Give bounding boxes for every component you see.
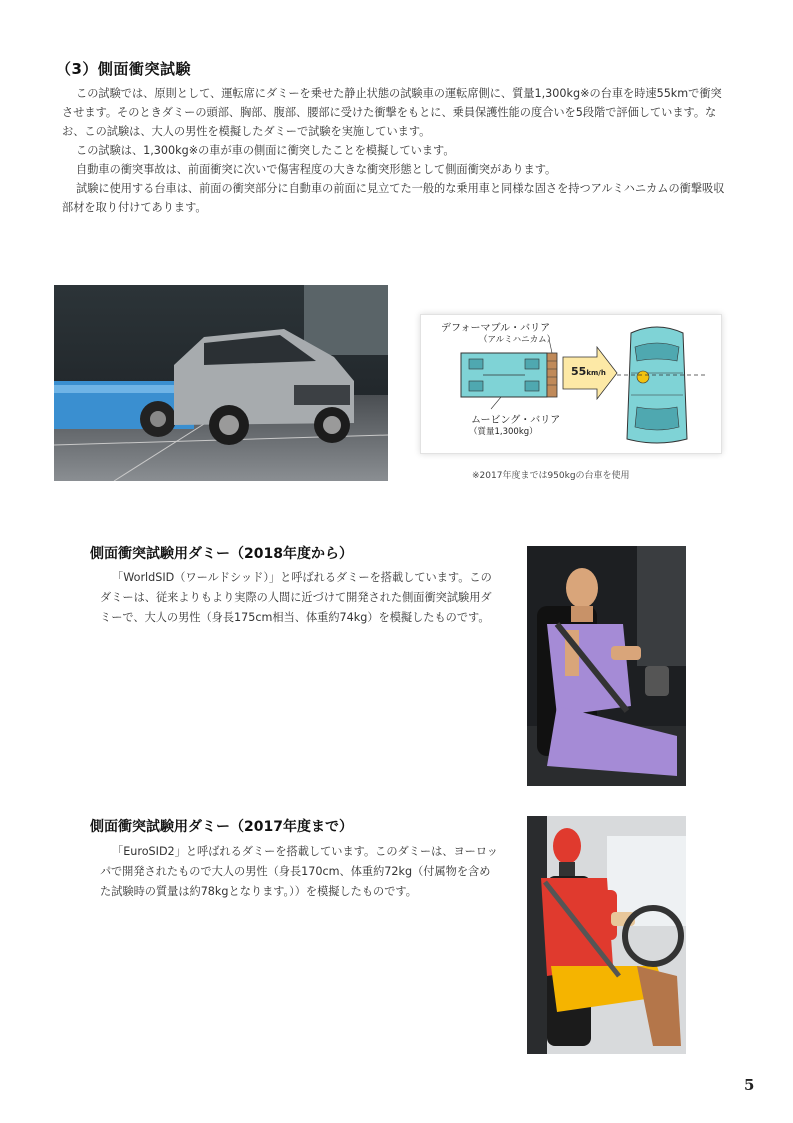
- paragraph: 自動車の衝突事故は、前面衝突に次いで傷害程度の大きな衝突形態として側面衝突があります。: [76, 163, 557, 176]
- crash-test-photo: [54, 285, 388, 481]
- speed-unit: km/h: [586, 369, 606, 377]
- intro-text: [62, 84, 730, 217]
- paragraph: 「EuroSID2」と呼ばれるダミーを搭載しています。このダミーは、ヨーロッパで開発されたもので大人の男性（身長170cm、体重約72kg（付属物を含めた試験時の質量は約78kgとなります。））を模擬したものです。: [100, 845, 498, 898]
- dummy-text-worldsid: [100, 568, 500, 628]
- speed-label: [571, 365, 606, 378]
- diagram-footnote: ※2017年度までは950kgの台車を使用: [472, 471, 630, 481]
- paragraph: この試験では、原則として、運転席にダミーを乗せた静止状態の試験車の運転席側に、質量1,300kg※の台車を時速55kmで衝突させます。そのときダミーの頭部、胸部、腹部、腰部に受けた衝撃をもとに、乗員保護性能の度合いを5段階で評価しています。なお、この試験は、大人の男性を模擬したダミーで試験を実施しています。: [62, 87, 722, 138]
- side-impact-diagram: [420, 314, 722, 454]
- paragraph: この試験は、1,300kg※の車が車の側面に衝突したことを模擬しています。: [76, 144, 455, 157]
- paragraph: 試験に使用する台車は、前面の衝突部分に自動車の前面に見立てた一般的な乗用車と同様な固さを持つアルミハニカムの衝撃吸収部材を取り付けてあります。: [62, 182, 725, 214]
- page-number: 5: [744, 1076, 755, 1094]
- speed-value: 55: [571, 365, 587, 378]
- section-title: （3）側面衝突試験: [56, 60, 191, 78]
- deformable-barrier-sub: （アルミハニカム）: [479, 335, 556, 345]
- paragraph: 「WorldSID（ワールドシッド）」と呼ばれるダミーを搭載しています。このダミーは、従来よりもより実際の人間に近づけて開発された側面衝突試験用ダミーで、大人の男性（身長175cm相当、体重約74kg）を模擬したものです。: [100, 571, 492, 624]
- dummy-heading-eurosid2: 側面衝突試験用ダミー（2017年度まで）: [90, 819, 353, 835]
- moving-barrier-label: ムービング・バリア: [471, 415, 561, 426]
- worldsid-dummy-photo: [527, 546, 686, 786]
- dummy-heading-worldsid: 側面衝突試験用ダミー（2018年度から）: [90, 546, 353, 562]
- moving-barrier-sub: （質量1,300kg）: [469, 427, 538, 437]
- eurosid2-dummy-photo: [527, 816, 686, 1054]
- dummy-text-eurosid2: [100, 842, 500, 902]
- deformable-barrier-label: デフォーマブル・バリア: [441, 323, 551, 334]
